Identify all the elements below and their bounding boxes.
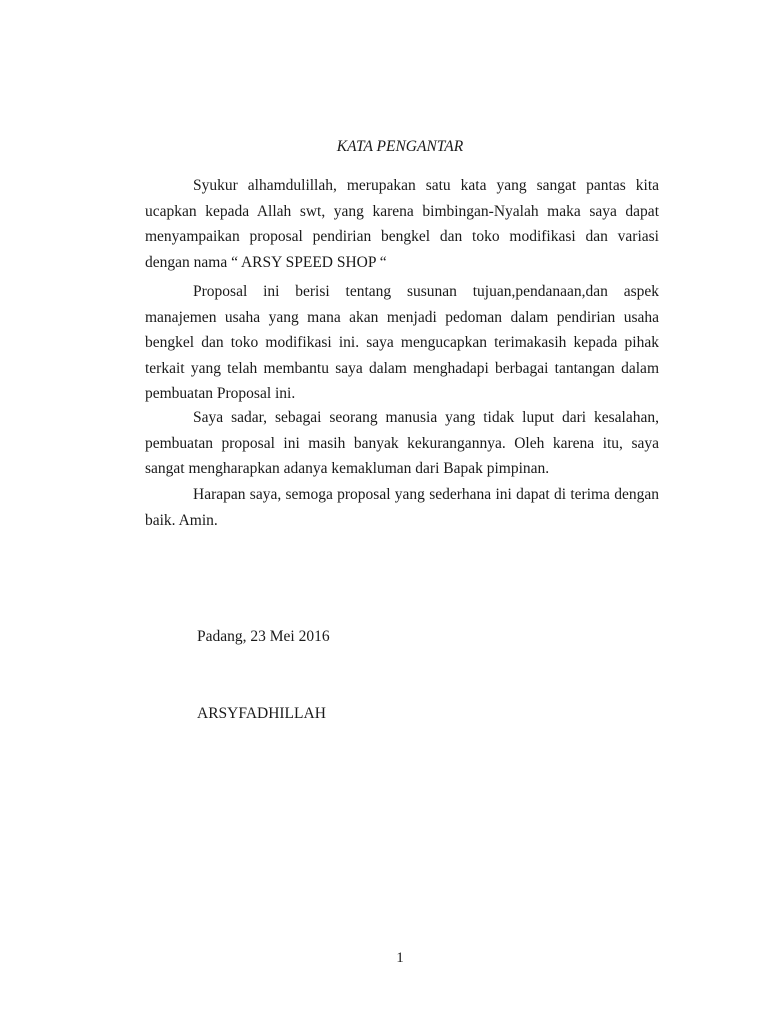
- page-title: KATA PENGANTAR: [336, 138, 464, 155]
- place-date: Padang, 23 Mei 2016: [197, 628, 330, 645]
- paragraph-3-block: [145, 405, 659, 482]
- paragraph-2: Proposal ini berisi tentang susunan tujuan,pendanaan,dan aspek manajemen usaha yang mana akan menjadi pedoman dalam pendirian usaha bengkel dan toko modifikasi ini. saya mengucapkan terimakasih kepada pihak terkait yang telah membantu saya dalam menghadapi berbagai tantangan dalam pembuatan Proposal ini.: [145, 283, 659, 402]
- paragraph-1: Syukur alhamdulillah, merupakan satu kata yang sangat pantas kita ucapkan kepada Allah swt, yang karena bimbingan-Nyalah maka saya dapat menyampaikan proposal pendirian bengkel dan toko modifikasi dan variasi dengan nama “ ARSY SPEED SHOP “: [145, 177, 659, 271]
- paragraph-1-block: [145, 173, 659, 275]
- page-number: 1: [396, 950, 404, 966]
- signature-name: ARSYFADHILLAH: [197, 705, 326, 722]
- paragraph-2-block: [145, 279, 659, 407]
- paragraph-4: Harapan saya, semoga proposal yang sederhana ini dapat di terima dengan baik. Amin.: [145, 486, 659, 529]
- paragraph-3: Saya sadar, sebagai seorang manusia yang tidak luput dari kesalahan, pembuatan proposal ini masih banyak kekurangannya. Oleh karena itu, saya sangat mengharapkan adanya kemakluman dari Bapak pimpinan.: [145, 409, 659, 477]
- paragraph-4-block: [145, 482, 659, 533]
